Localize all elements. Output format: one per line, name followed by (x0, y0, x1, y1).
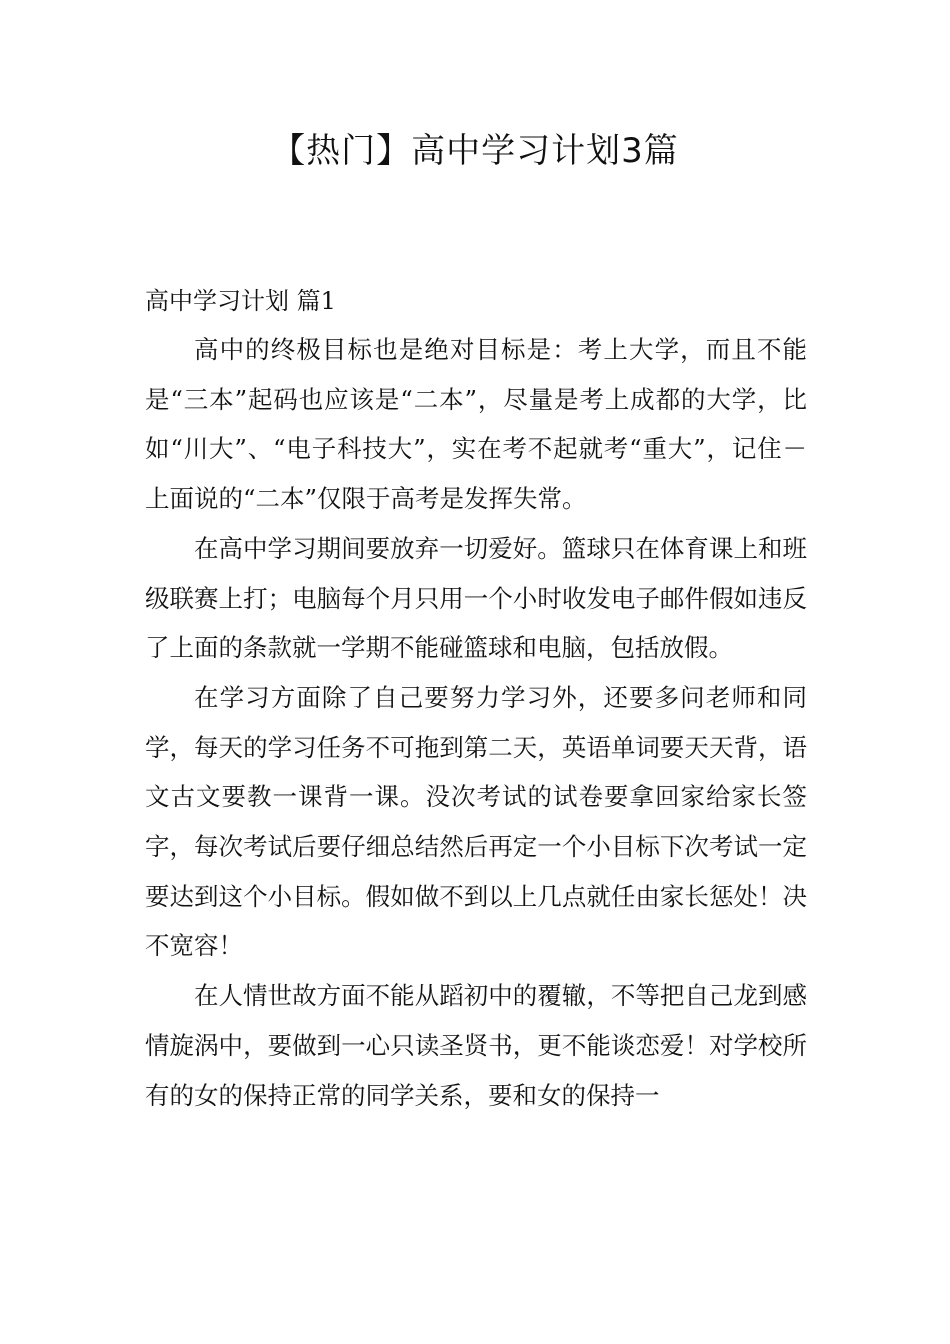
document-body (145, 325, 807, 1120)
paragraph-study: 在学习方面除了自己要努力学习外，还要多问老师和同学，每天的学习任务不可拖到第二天，英语单词要天天背，语文古文要教一课背一课。没次考试的试卷要拿回家给家长签字，每次考试后要仔细总结然后再定一个小目标下次考试一定要达到这个小目标。假如做不到以上几点就任由家长惩处！决不宽容！ (145, 682, 807, 961)
section-heading: 高中学习计划 篇1 (145, 287, 336, 315)
paragraph-goal: 高中的终极目标也是绝对目标是：考上大学，而且不能是“三本”起码也应该是“二本”，尽量是考上成都的大学，比如“川大”、“电子科技大”，实在考不起就考“重大”，记住－上面说的“二本”仅限于高考是发挥失常。 (145, 335, 807, 514)
document-title: 【热门】高中学习计划3篇 (271, 131, 679, 171)
paragraph-relationships: 在人情世故方面不能从蹈初中的覆辙，不等把自己龙到感情旋涡中，要做到一心只读圣贤书，更不能谈恋爱！对学校所有的女的保持正常的同学关系，要和女的保持一 (145, 981, 807, 1110)
paragraph-hobbies: 在高中学习期间要放弃一切爱好。篮球只在体育课上和班级联赛上打；电脑每个月只用一个小时收发电子邮件假如违反了上面的条款就一学期不能碰篮球和电脑，包括放假。 (145, 533, 807, 663)
